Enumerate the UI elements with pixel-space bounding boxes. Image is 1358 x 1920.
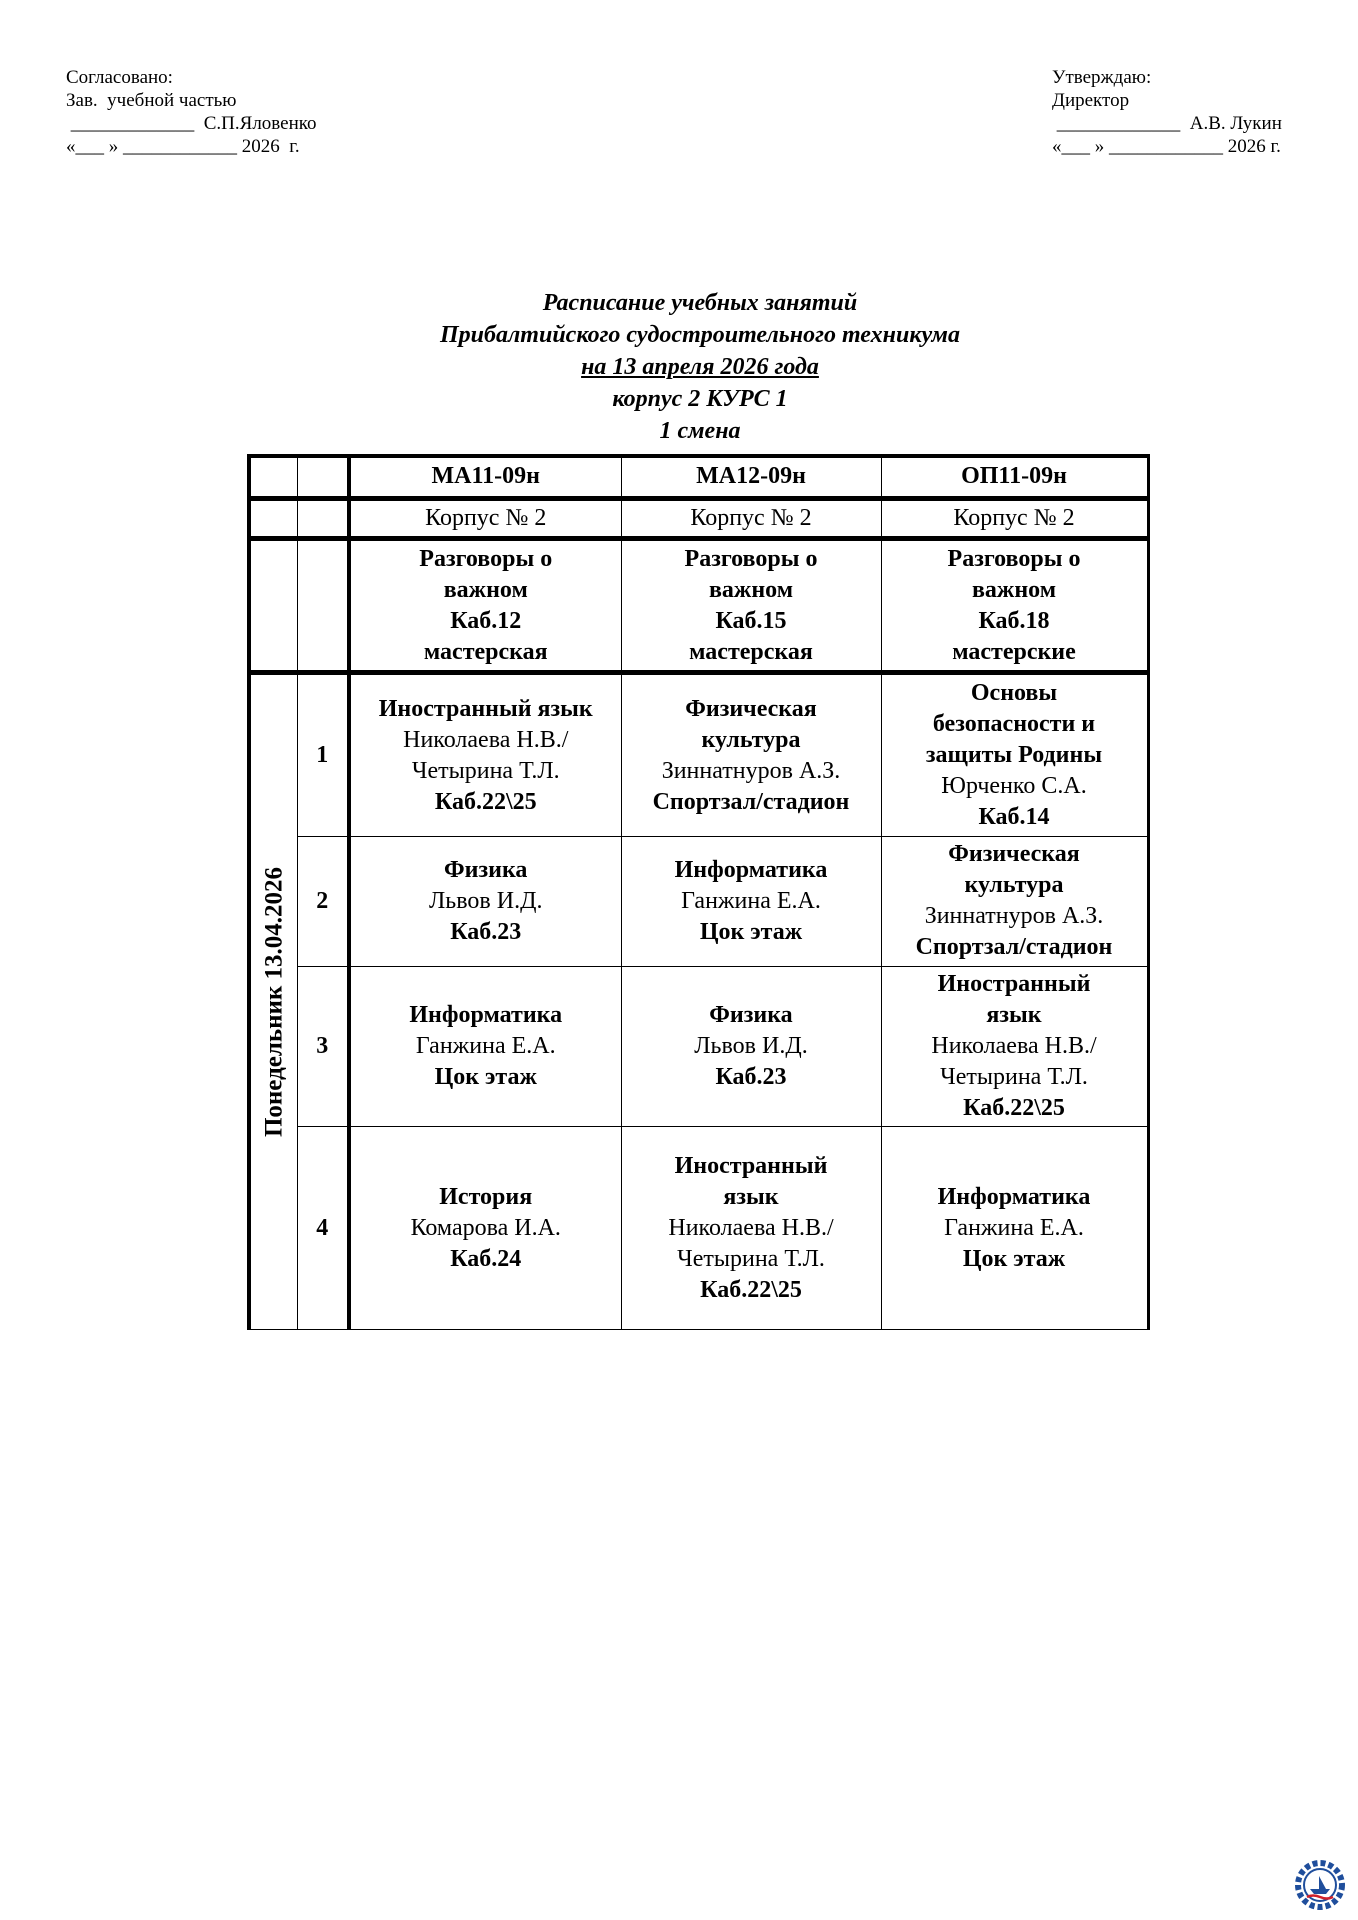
approval-right-heading: Утверждаю: xyxy=(1052,67,1152,88)
lesson-teacher: Четырина Т.Л. xyxy=(940,1064,1088,1091)
lesson-subject: Физическая xyxy=(685,695,817,722)
lesson-cell xyxy=(881,673,1148,836)
lesson-teacher: Юрченко С.А. xyxy=(941,773,1087,800)
lesson-room: Каб.14 xyxy=(978,804,1050,831)
lesson-room: Спортзал/стадион xyxy=(652,788,850,815)
talks-location: мастерские xyxy=(952,638,1076,665)
group-header-3: ОП11-09н xyxy=(881,456,1148,498)
talks-title-line2: важном xyxy=(708,576,794,603)
blank-cell xyxy=(297,539,349,673)
lesson-cell xyxy=(621,1127,881,1330)
lesson-cell xyxy=(881,1127,1148,1330)
approval-left-position: Зав. учебной частью xyxy=(66,90,237,111)
lesson-room: Каб.22\25 xyxy=(963,1095,1065,1122)
lesson-teacher: Четырина Т.Л. xyxy=(411,757,560,784)
lesson-subject: Информатика xyxy=(937,1183,1091,1210)
lesson-teacher: Четырина Т.Л. xyxy=(677,1245,825,1272)
lesson-room: Каб.22\25 xyxy=(700,1276,802,1303)
lesson-room: Цок этаж xyxy=(699,918,803,945)
institution-logo-icon xyxy=(1293,1858,1347,1912)
talks-room: Каб.18 xyxy=(978,607,1050,634)
talks-cell-3 xyxy=(881,539,1148,673)
lesson-number: 4 xyxy=(297,1127,349,1330)
lesson-teacher: Ганжина Е.А. xyxy=(681,887,821,914)
day-cell xyxy=(249,673,297,1330)
lesson-cell xyxy=(621,966,881,1126)
blank-cell xyxy=(297,456,349,498)
schedule-title xyxy=(0,287,1358,447)
talks-title-line2: важном xyxy=(971,576,1057,603)
blank-cell xyxy=(249,498,297,538)
lesson-subject: Информатика xyxy=(409,1002,563,1029)
lesson-subject: язык xyxy=(723,1183,779,1210)
lesson-subject: Иностранный xyxy=(674,1152,828,1179)
lesson-row-3 xyxy=(249,966,1148,1126)
lesson-teacher: Ганжина Е.А. xyxy=(415,1033,556,1060)
lesson-cell xyxy=(881,966,1148,1126)
lesson-subject: Информатика xyxy=(674,856,828,883)
talks-title-line1: Разговоры о xyxy=(684,545,818,572)
lesson-cell xyxy=(621,673,881,836)
lesson-subject: Физика xyxy=(444,856,528,883)
lesson-cell xyxy=(349,1127,621,1330)
lesson-teacher: Львов И.Д. xyxy=(694,1033,808,1060)
talks-location: мастерская xyxy=(423,638,548,665)
lesson-room: Каб.23 xyxy=(715,1064,787,1091)
lesson-subject: язык xyxy=(986,1002,1042,1029)
lesson-number: 1 xyxy=(297,673,349,836)
lesson-subject: безопасности и xyxy=(932,711,1096,738)
lesson-subject: Физика xyxy=(709,1002,793,1029)
lesson-subject: Основы xyxy=(970,680,1058,707)
lesson-room: Цок этаж xyxy=(962,1245,1066,1272)
lesson-room: Спортзал/стадион xyxy=(915,934,1113,961)
lesson-room: Каб.23 xyxy=(450,918,522,945)
lesson-number: 3 xyxy=(297,966,349,1126)
lesson-teacher: Зиннатнуров А.З. xyxy=(661,757,841,784)
talks-title-line2: важном xyxy=(443,576,528,603)
title-line-2: Прибалтийского судостроительного техникума xyxy=(440,322,960,348)
building-cell-1: Корпус № 2 xyxy=(349,498,621,538)
lesson-cell xyxy=(349,966,621,1126)
blank-cell xyxy=(249,456,297,498)
talks-title-line1: Разговоры о xyxy=(419,545,553,572)
title-line-1: Расписание учебных занятий xyxy=(542,290,858,316)
lesson-room: Цок этаж xyxy=(434,1064,537,1091)
lesson-subject: защиты Родины xyxy=(925,742,1103,769)
group-header-1: МА11-09н xyxy=(349,456,621,498)
talks-cell-1 xyxy=(349,539,621,673)
building-cell-2: Корпус № 2 xyxy=(621,498,881,538)
approval-right-position: Директор xyxy=(1052,90,1130,111)
building-row xyxy=(249,498,1148,538)
lesson-subject: Иностранный xyxy=(937,971,1091,998)
day-label: Понедельник 13.04.2026 xyxy=(260,867,288,1138)
talks-cell-2 xyxy=(621,539,881,673)
title-course: корпус 2 КУРС 1 xyxy=(612,386,788,412)
talks-room: Каб.15 xyxy=(715,607,787,634)
lesson-row-4 xyxy=(249,1127,1148,1330)
talks-location: мастерская xyxy=(689,638,813,665)
blank-cell xyxy=(249,539,297,673)
talks-row xyxy=(249,539,1148,673)
approval-left-date: «___ » ____________ 2026 г. xyxy=(66,136,300,157)
lesson-teacher: Николаева Н.В./ xyxy=(931,1033,1097,1060)
lesson-cell xyxy=(349,673,621,836)
building-cell-3: Корпус № 2 xyxy=(881,498,1148,538)
title-date-text: на 13 апреля 2026 года xyxy=(581,354,819,380)
lesson-room: Каб.24 xyxy=(450,1245,522,1272)
groups-row xyxy=(249,456,1148,498)
lesson-row-2 xyxy=(249,836,1148,966)
lesson-teacher: Львов И.Д. xyxy=(429,887,543,914)
talks-title-line1: Разговоры о xyxy=(947,545,1081,572)
lesson-subject: культура xyxy=(964,872,1064,899)
approval-right-signature: _____________ А.В. Лукин xyxy=(1052,113,1282,134)
approval-left-signature: _____________ С.П.Яловенко xyxy=(66,113,317,134)
blank-cell xyxy=(297,498,349,538)
lesson-room: Каб.22\25 xyxy=(434,788,537,815)
lesson-subject: культура xyxy=(701,726,801,753)
lesson-cell xyxy=(349,836,621,966)
lesson-cell xyxy=(621,836,881,966)
approval-left-heading: Согласовано: xyxy=(66,67,173,88)
title-shift: 1 смена xyxy=(659,418,741,444)
lesson-cell xyxy=(881,836,1148,966)
lesson-teacher: Комарова И.А. xyxy=(410,1214,561,1241)
lesson-subject: Иностранный язык xyxy=(378,695,593,722)
lesson-subject: История xyxy=(439,1183,533,1210)
lesson-row-1 xyxy=(249,673,1148,836)
lesson-number: 2 xyxy=(297,836,349,966)
lesson-teacher: Зиннатнуров А.З. xyxy=(924,903,1104,930)
lesson-teacher: Николаева Н.В./ xyxy=(403,726,569,753)
lesson-subject: Физическая xyxy=(948,841,1080,868)
schedule-table xyxy=(247,454,1150,1330)
approval-block-right xyxy=(1052,66,1282,158)
title-date xyxy=(0,351,1358,383)
group-header-2: МА12-09н xyxy=(621,456,881,498)
talks-room: Каб.12 xyxy=(450,607,522,634)
lesson-teacher: Ганжина Е.А. xyxy=(944,1214,1084,1241)
approval-right-date: «___ » ____________ 2026 г. xyxy=(1052,136,1281,157)
approval-block-left xyxy=(66,66,317,158)
lesson-teacher: Николаева Н.В./ xyxy=(668,1214,834,1241)
